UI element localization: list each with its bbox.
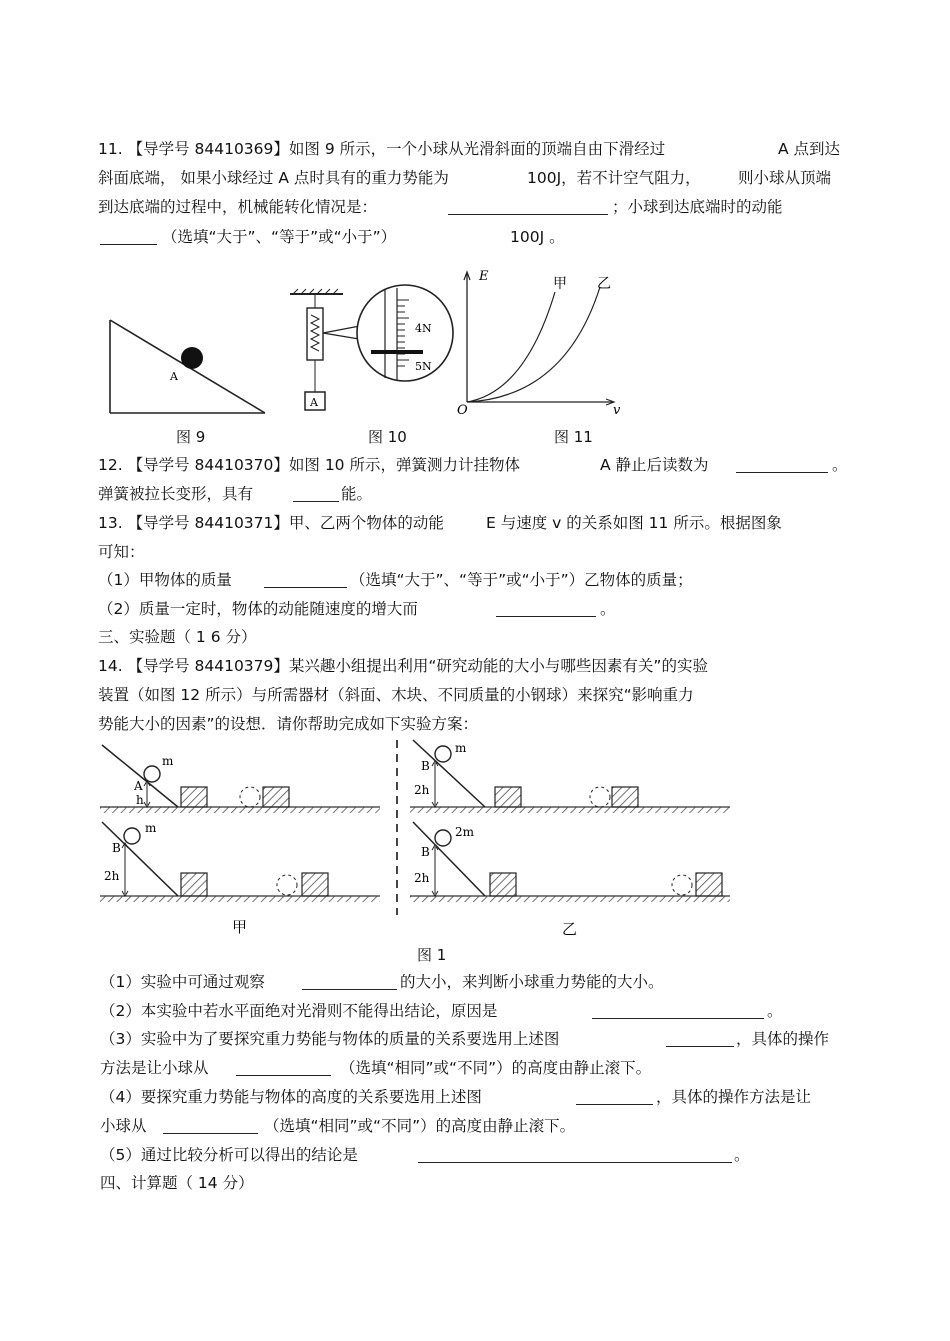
fig11-caption: 图 11 xyxy=(554,428,593,446)
q14-blank4[interactable] xyxy=(236,1075,331,1076)
q12-blank2[interactable] xyxy=(293,501,339,502)
panel-yi-top-m-label: m xyxy=(455,741,467,755)
panel-yi-bottom xyxy=(410,822,730,902)
q14-part5-end: 。 xyxy=(734,1146,750,1164)
q13-blank2[interactable] xyxy=(496,616,596,617)
figure-10-spring-scale xyxy=(285,270,460,420)
q14-part3-end: （选填“相同”或“不同”）的高度由静止滚下。 xyxy=(340,1059,652,1077)
panel-jia-bottom-m-label: m xyxy=(145,821,157,835)
q13-line3-end: （选填“大于”、“等于”或“小于”）乙物体的质量； xyxy=(350,571,693,589)
fig10-4n-label: 4N xyxy=(415,322,432,335)
q14-part4-end: （选填“相同”或“不同”）的高度由静止滚下。 xyxy=(264,1117,576,1135)
panel-yi-top xyxy=(410,740,730,813)
q12-blank1[interactable] xyxy=(736,472,828,473)
q11-line2-end: 则小球从顶端 xyxy=(738,169,832,187)
q12-line1: 12. 【导学号 84410370】如图 10 所示，弹簧测力计挂物体 xyxy=(98,456,520,474)
panel-yi-bottom-b-label: B xyxy=(421,845,430,859)
fig11-jia-label: 甲 xyxy=(553,276,567,292)
q13-line3: （1）甲物体的质量 xyxy=(98,571,232,589)
fig10-5n-label: 5N xyxy=(415,360,432,373)
q12-line1-mid: A 静止后读数为 xyxy=(600,456,709,474)
panel-jia-top-a-label: A xyxy=(134,779,143,793)
q11-line2-mid: 100J，若不计空气阻力， xyxy=(527,169,701,187)
fig10-block-label: A xyxy=(310,396,318,409)
panel-yi-label: 乙 xyxy=(562,920,578,938)
section-3-heading: 三、实验题（ 1 6 分） xyxy=(98,628,257,646)
fig11-e-label: E xyxy=(479,269,489,284)
panel-yi-bottom-2h-label: 2h xyxy=(414,871,430,885)
q14-part4: （4）要探究重力势能与物体的高度的关系要选用上述图 xyxy=(100,1088,482,1106)
q14-part2-end: 。 xyxy=(767,1002,783,1020)
fig11-origin-label: O xyxy=(457,403,468,418)
q14-part3-mid: ，具体的操作 xyxy=(736,1030,830,1048)
panel-jia-label: 甲 xyxy=(232,918,248,936)
q14-blank7[interactable] xyxy=(418,1162,732,1163)
figure-12-experiment xyxy=(100,740,740,945)
figure-11-energy-velocity-graph xyxy=(455,262,630,422)
q13-line4: （2）质量一定时，物体的动能随速度的增大而 xyxy=(98,600,418,618)
panel-jia-top-h-label: h xyxy=(136,793,144,807)
q14-part4-line2: 小球从 xyxy=(100,1117,147,1135)
panel-jia-top xyxy=(100,745,380,813)
panel-jia-bottom-2h-label: 2h xyxy=(104,869,120,883)
q11-line4: （选填“大于”、“等于”或“小于”） xyxy=(162,228,397,246)
q11-blank2[interactable] xyxy=(100,244,157,245)
q14-blank1[interactable] xyxy=(302,989,397,990)
q14-part1: （1）实验中可通过观察 xyxy=(100,973,265,991)
panel-yi-top-2h-label: 2h xyxy=(414,783,430,797)
q14-part1-end: 的大小，来判断小球重力势能的大小。 xyxy=(400,973,664,991)
q13-line1-end: E 与速度 v 的关系如图 11 所示。根据图象 xyxy=(486,514,782,532)
q12-line2: 弹簧被拉长变形，具有 xyxy=(98,485,254,503)
q14-part5: （5）通过比较分析可以得出的结论是 xyxy=(100,1146,358,1164)
q12-line1-end: 。 xyxy=(832,456,848,474)
panel-jia-bottom-b-label: B xyxy=(112,841,121,855)
q11-line3-end: ；小球到达底端时的动能 xyxy=(612,198,783,216)
q14-blank5[interactable] xyxy=(576,1104,653,1105)
q11-line1-end: A 点到达 xyxy=(778,140,841,158)
panel-jia-bottom xyxy=(100,821,380,902)
q14-part3-line2: 方法是让小球从 xyxy=(100,1059,209,1077)
q14-blank2[interactable] xyxy=(592,1018,764,1019)
q13-blank1[interactable] xyxy=(264,587,347,588)
panel-yi-top-b-label: B xyxy=(421,759,430,773)
fig9-point-label: A xyxy=(170,370,178,383)
fig11-yi-label: 乙 xyxy=(597,276,611,292)
q14-part3: （3）实验中为了要探究重力势能与物体的质量的关系要选用上述图 xyxy=(100,1030,560,1048)
q11-line4-end: 100J 。 xyxy=(510,228,565,246)
q14-line3: 势能大小的因素”的设想．请你帮助完成如下实验方案： xyxy=(98,715,479,733)
panel-yi-bottom-2m-label: 2m xyxy=(455,825,475,839)
q14-part4-mid: ，具体的操作方法是让 xyxy=(656,1088,812,1106)
fig9-caption: 图 9 xyxy=(176,428,206,446)
q13-line4-end: 。 xyxy=(600,600,616,618)
q14-line2: 装置（如图 12 所示）与所需器材（斜面、木块、不同质量的小钢球）来探究“影响重力 xyxy=(98,686,694,704)
q11-blank1[interactable] xyxy=(448,214,608,215)
q14-blank6[interactable] xyxy=(163,1133,258,1134)
fig11-v-label: v xyxy=(613,403,621,418)
section-4-heading: 四、计算题（ 14 分） xyxy=(100,1174,254,1192)
q11-line3: 到达底端的过程中，机械能转化情况是： xyxy=(98,198,378,216)
figure-9-incline xyxy=(100,310,275,420)
q13-line1: 13. 【导学号 84410371】甲、乙两个物体的动能 xyxy=(98,514,444,532)
fig10-caption: 图 10 xyxy=(368,428,407,446)
curve-jia xyxy=(467,292,555,402)
q14-part2: （2）本实验中若水平面绝对光滑则不能得出结论，原因是 xyxy=(100,1002,498,1020)
q14-line1: 14. 【导学号 84410379】某兴趣小组提出利用“研究动能的大小与哪些因素有关”的实验 xyxy=(98,657,708,675)
q11-line1: 11. 【导学号 84410369】如图 9 所示，一个小球从光滑斜面的顶端自由下滑经过 xyxy=(98,140,666,158)
panel-jia-top-m-label: m xyxy=(162,754,174,768)
q12-line2-end: 能。 xyxy=(341,485,373,503)
fig12-caption: 图 1 xyxy=(417,946,447,964)
q13-line2: 可知： xyxy=(98,543,145,561)
q14-blank3[interactable] xyxy=(666,1046,734,1047)
q11-line2: 斜面底端， 如果小球经过 A 点时具有的重力势能为 xyxy=(98,169,449,187)
